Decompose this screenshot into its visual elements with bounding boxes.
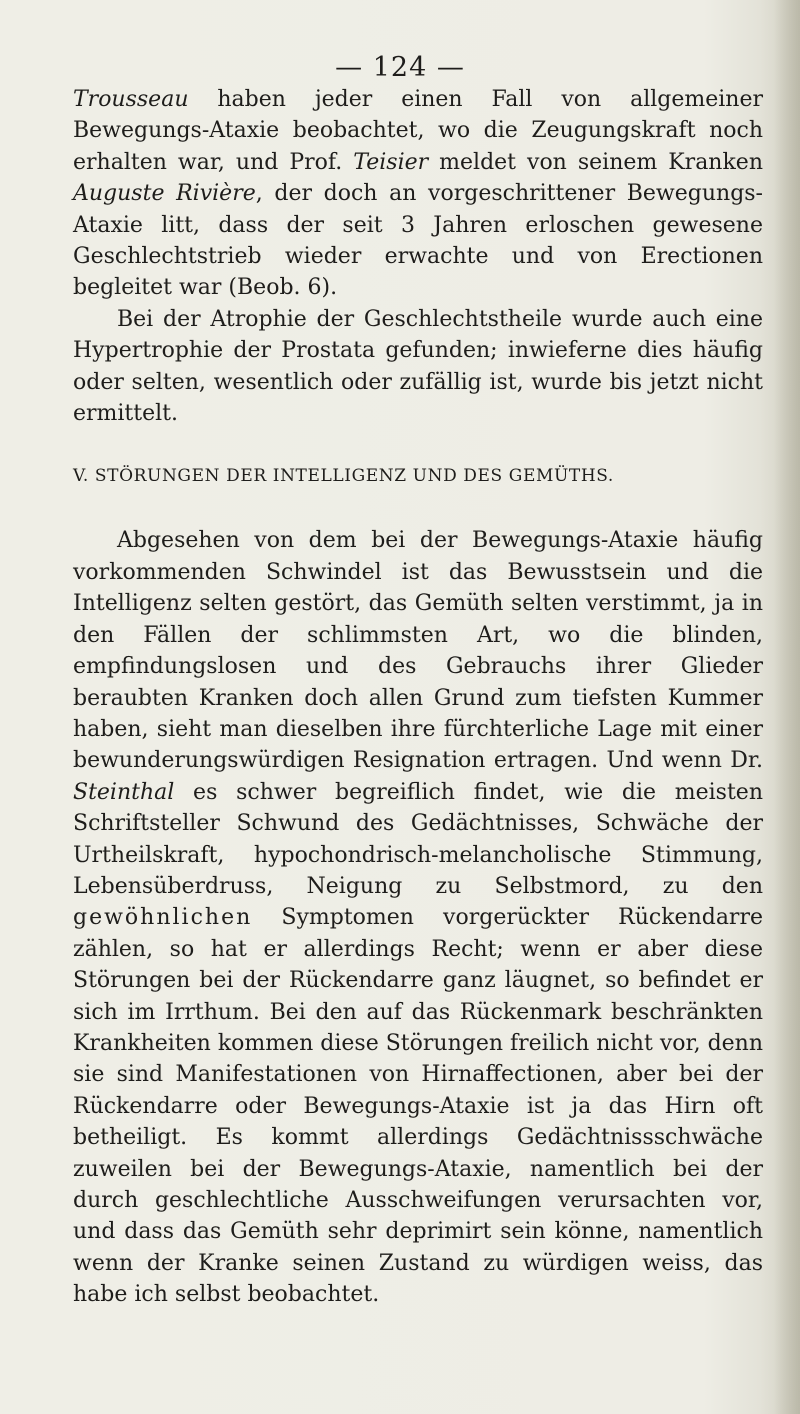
emphasized-word: gewöhnlichen [73, 905, 253, 931]
paragraph-3-text-a: Abgesehen von dem bei der Bewegungs-Ataxie häufig vorkommenden Schwindel ist das Bewusstsein und die Intelligenz selten gestört, das Gemüth selten verstimmt, ja in den Fällen der schlimmsten Art, wo die blinden, empfindungslosen und des Gebrauchs ihrer Glieder beraubten Kranken doch allen Grund zum tiefsten Kummer haben, sieht man dieselben ihre fürchterliche Lage mit einer bewunderungswürdigen Resignation ertragen. Und wenn Dr. [73, 528, 763, 774]
paragraph-1-text-a: haben jeder einen Fall von allgemeiner Bewegungs-Ataxie beobachtet, wo die Zeugungskraft noch erhalten war, und Prof. [73, 87, 763, 175]
paragraph-1 [73, 84, 763, 304]
body-text [73, 84, 763, 1311]
paragraph-1-text-b: meldet von seinem Kranken [428, 149, 763, 175]
page-number: — 124 — [335, 52, 465, 83]
paragraph-2: Bei der Atrophie der Geschlechtstheile wurde auch eine Hypertrophie der Prostata gefunden; inwieferne dies häufig oder selten, wesentlich oder zufällig ist, wurde bis jetzt nicht ermittelt. [73, 306, 763, 427]
author-name-trousseau: Trousseau [73, 87, 189, 112]
author-name-steinthal: Steinthal [73, 779, 175, 805]
paragraph-3-text-b: es schwer begreiflich findet, wie die meisten Schriftsteller Schwund des Gedächtnisses, Schwäche der Urtheilskraft, hypochondrisch-melancholische Stimmung, Lebensüberdruss, Neigung zu Selbstmord, zu den [73, 779, 763, 899]
paragraph-1-text-c: , der doch an vorgeschrittener Bewegungs-Ataxie litt, dass der seit 3 Jahren erloschen gewesene Geschlechtstrieb wieder erwachte und von Erectionen begleitet war (Beob. 6). [73, 181, 763, 301]
page-edge-shadow [774, 0, 800, 1414]
paragraph-3 [73, 525, 763, 1310]
author-name-teisier: Teisier [353, 149, 429, 175]
patient-name: Auguste Rivière [73, 181, 256, 207]
section-heading: V. STÖRUNGEN DER INTELLIGENZ UND DES GEMÜTHS. [73, 466, 614, 487]
paragraph-3-text-c: Symptomen vorgerückter Rückendarre zählen, so hat er allerdings Recht; wenn er aber diese Störungen bei der Rückendarre ganz läugnet, so befindet er sich im Irrthum. Bei den auf das Rückenmark beschränkten Krankheiten kommen diese Störungen freilich nicht vor, denn sie sind Manifestationen von Hirnaffectionen, aber bei der Rückendarre oder Bewegungs-Ataxie ist ja das Hirn oft betheiligt. Es kommt allerdings Gedächtnissschwäche zuweilen bei der Bewegungs-Ataxie, namentlich bei der durch geschlechtliche Ausschweifungen verursachten vor, und dass das Gemüth sehr deprimirt sein könne, namentlich wenn der Kranke seinen Zustand zu würdigen weiss, das habe ich selbst beobachtet. [73, 905, 764, 1308]
